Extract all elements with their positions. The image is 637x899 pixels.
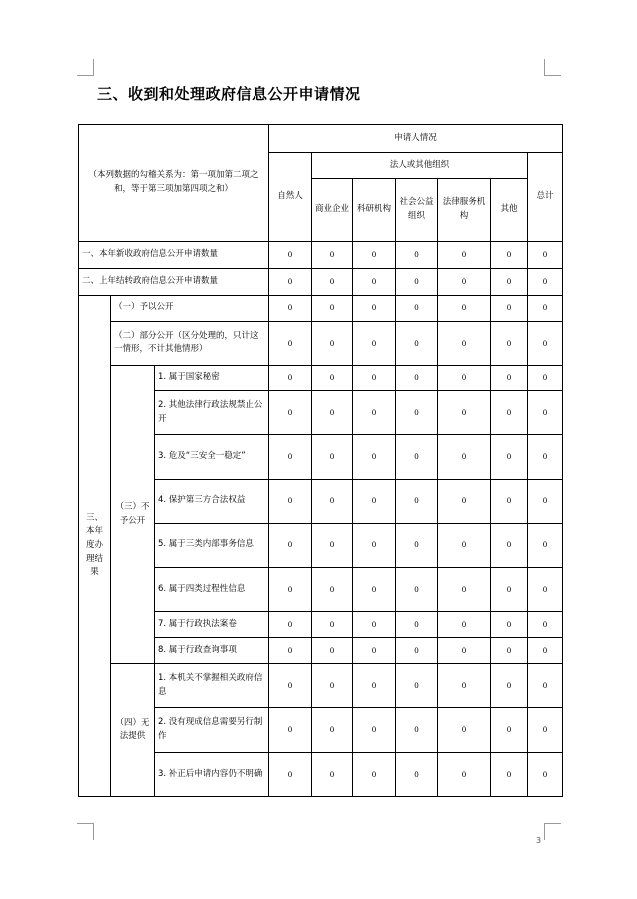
row-label: 4. 保护第三方合法权益 [155,479,269,523]
count-cell: 0 [528,268,563,295]
header-note-cell [79,125,269,242]
count-cell: 0 [353,268,396,295]
count-cell: 0 [312,612,353,638]
row-label: 1. 属于国家秘密 [155,366,269,391]
count-cell: 0 [312,664,353,708]
count-cell: 0 [312,479,353,523]
count-cell: 0 [396,435,438,479]
count-cell: 0 [396,241,438,268]
count-cell: 0 [396,664,438,708]
count-cell: 0 [353,752,396,796]
count-cell: 0 [353,664,396,708]
count-cell: 0 [438,435,491,479]
row-label: （二）部分公开（区分处理的，只计这一情形，不计其他情形） [111,321,269,365]
count-cell: 0 [312,268,353,295]
count-cell: 0 [438,708,491,752]
count-cell: 0 [528,321,563,365]
count-cell: 0 [269,638,312,664]
count-cell: 0 [269,752,312,796]
count-cell: 0 [491,479,528,523]
count-cell: 0 [312,295,353,321]
count-cell: 0 [528,435,563,479]
count-cell: 0 [396,366,438,391]
count-cell: 0 [528,612,563,638]
row-label: 3. 补正后申请内容仍不明确 [155,752,269,796]
count-cell: 0 [353,708,396,752]
count-cell: 0 [491,268,528,295]
count-cell: 0 [438,612,491,638]
count-cell: 0 [269,435,312,479]
row-label: 7. 属于行政执法案卷 [155,612,269,638]
count-cell: 0 [491,612,528,638]
count-cell: 0 [528,708,563,752]
count-cell: 0 [438,752,491,796]
count-cell: 0 [269,366,312,391]
row-label: 1. 本机关不掌握相关政府信息 [155,664,269,708]
table-row [79,241,563,268]
row-label: 5. 属于三类内部事务信息 [155,523,269,567]
count-cell: 0 [528,391,563,435]
row-label: 8. 属于行政查询事项 [155,638,269,664]
count-cell: 0 [396,321,438,365]
count-cell: 0 [396,295,438,321]
row-label: 一、本年新收政府信息公开申请数量 [79,241,269,268]
crop-mark-top-left [77,59,94,76]
count-cell: 0 [491,567,528,611]
count-cell: 0 [269,479,312,523]
count-cell: 0 [528,638,563,664]
count-cell: 0 [438,321,491,365]
count-cell: 0 [312,435,353,479]
header-social-welfare: 社会公益组织 [396,179,438,241]
count-cell: 0 [528,366,563,391]
count-cell: 0 [353,523,396,567]
count-cell: 0 [491,708,528,752]
count-cell: 0 [528,752,563,796]
header-other: 其他 [491,179,528,241]
count-cell: 0 [396,523,438,567]
table-row [79,321,563,365]
count-cell: 0 [396,708,438,752]
crop-mark-bottom-right [544,823,561,840]
count-cell: 0 [528,295,563,321]
count-cell: 0 [269,268,312,295]
count-cell: 0 [491,295,528,321]
header-natural-person: 自然人 [269,153,312,241]
count-cell: 0 [269,391,312,435]
count-cell: 0 [438,664,491,708]
count-cell: 0 [528,567,563,611]
table-row [79,366,563,391]
count-cell: 0 [269,567,312,611]
count-cell: 0 [312,391,353,435]
count-cell: 0 [353,638,396,664]
count-cell: 0 [438,391,491,435]
count-cell: 0 [491,391,528,435]
row-label: 二、上年结转政府信息公开申请数量 [79,268,269,295]
header-note: （本列数据的勾稽关系为：第一项加第二项之和，等于第三项加第四项之和） [88,170,259,194]
count-cell: 0 [396,479,438,523]
count-cell: 0 [312,366,353,391]
count-cell: 0 [353,479,396,523]
count-cell: 0 [438,567,491,611]
count-cell: 0 [396,268,438,295]
group-unable-provide: （四）无法提供 [111,664,155,797]
count-cell: 0 [396,638,438,664]
count-cell: 0 [269,664,312,708]
header-legal-org: 法人或其他组织 [312,153,528,179]
count-cell: 0 [396,752,438,796]
count-cell: 0 [396,612,438,638]
count-cell: 0 [353,567,396,611]
count-cell: 0 [269,523,312,567]
row-label: 2. 没有现成信息需要另行制作 [155,708,269,752]
count-cell: 0 [269,295,312,321]
count-cell: 0 [528,523,563,567]
count-cell: 0 [491,523,528,567]
count-cell: 0 [438,366,491,391]
table-row [79,664,563,708]
crop-mark-bottom-left [77,823,94,840]
header-research: 科研机构 [353,179,396,241]
count-cell: 0 [396,391,438,435]
count-cell: 0 [269,612,312,638]
count-cell: 0 [491,435,528,479]
row-label: 2. 其他法律行政法规禁止公开 [155,391,269,435]
header-legal-service: 法律服务机构 [438,179,491,241]
group-annual-results: 三、本年度办理结果 [79,295,111,796]
count-cell: 0 [353,366,396,391]
count-cell: 0 [491,752,528,796]
count-cell: 0 [438,479,491,523]
count-cell: 0 [353,435,396,479]
count-cell: 0 [269,708,312,752]
header-applicant: 申请人情况 [269,125,563,153]
count-cell: 0 [312,321,353,365]
count-cell: 0 [312,241,353,268]
count-cell: 0 [438,295,491,321]
count-cell: 0 [438,268,491,295]
count-cell: 0 [269,321,312,365]
count-cell: 0 [353,391,396,435]
count-cell: 0 [312,708,353,752]
crop-mark-top-right [544,59,561,76]
section-title: 三、收到和处理政府信息公开申请情况 [97,85,361,103]
row-label: 6. 属于四类过程性信息 [155,567,269,611]
row-label: （一）予以公开 [111,295,269,321]
count-cell: 0 [312,523,353,567]
count-cell: 0 [528,479,563,523]
count-cell: 0 [353,612,396,638]
count-cell: 0 [353,241,396,268]
count-cell: 0 [528,664,563,708]
count-cell: 0 [438,638,491,664]
count-cell: 0 [491,638,528,664]
group-not-disclosed: （三）不予公开 [111,366,155,664]
table-row [79,268,563,295]
count-cell: 0 [491,241,528,268]
count-cell: 0 [312,638,353,664]
count-cell: 0 [396,567,438,611]
count-cell: 0 [438,523,491,567]
count-cell: 0 [353,295,396,321]
row-label: 3. 危及“三安全一稳定” [155,435,269,479]
count-cell: 0 [312,752,353,796]
count-cell: 0 [438,241,491,268]
count-cell: 0 [269,241,312,268]
count-cell: 0 [353,321,396,365]
header-total: 总计 [528,153,563,241]
application-statistics-table [78,124,563,797]
count-cell: 0 [491,664,528,708]
table-row [79,295,563,321]
count-cell: 0 [491,366,528,391]
count-cell: 0 [312,567,353,611]
page-number: 3 [536,836,542,845]
count-cell: 0 [491,321,528,365]
header-commercial: 商业企业 [312,179,353,241]
count-cell: 0 [528,241,563,268]
